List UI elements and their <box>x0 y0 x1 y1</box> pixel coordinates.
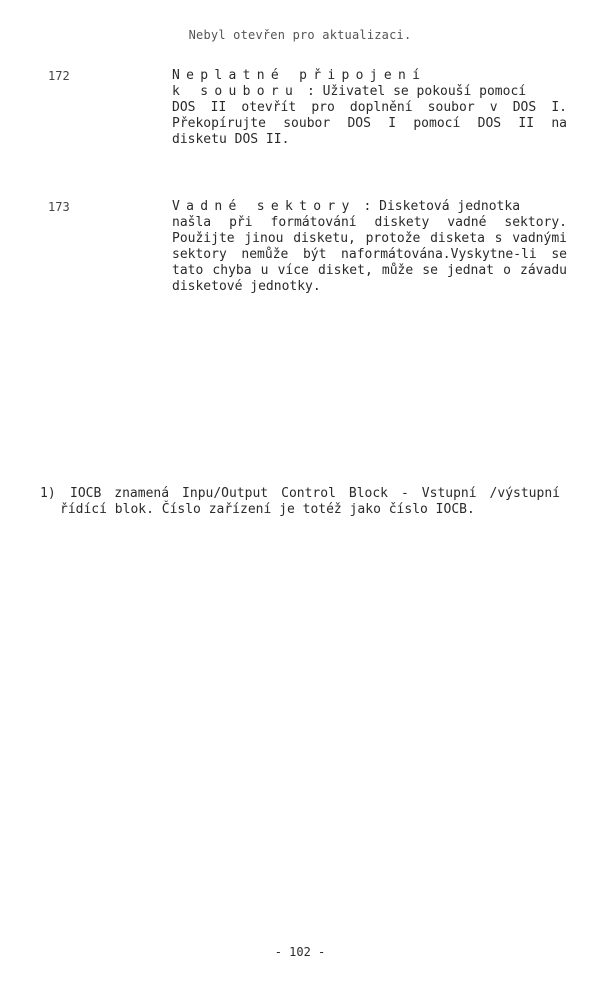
error-title-continued <box>172 84 567 100</box>
description-line: disketové jednotky. <box>172 279 321 294</box>
footnote-line: řídící blok. Číslo zařízení je totéž jako číslo IOCB. <box>60 502 475 517</box>
error-description <box>172 68 567 148</box>
description-line: disketu DOS II. <box>172 132 290 147</box>
running-head: Nebyl otevřen pro aktualizaci. <box>188 28 412 42</box>
error-title: Neplatné připojení <box>172 68 427 83</box>
description-line: DOS II otevřít pro doplnění soubor v DOS I. <box>172 100 567 115</box>
description-line: Použijte jinou disketu, protože disketa s vadnými <box>172 231 567 246</box>
description-line: sektory nemůže být naformátována.Vyskytne-li se <box>172 247 567 262</box>
error-title: Vadné sektory <box>172 199 356 214</box>
footnote-marker: 1) <box>40 486 56 501</box>
error-description <box>172 199 567 295</box>
description-line: Uživatel se pokouší pomocí <box>322 84 527 99</box>
error-title-part: k souboru <box>172 84 300 99</box>
description-line: Překopírujte soubor DOS I pomocí DOS II na <box>172 116 567 131</box>
description-line: našla při formátování diskety vadné sektory. <box>172 215 567 230</box>
error-title-line <box>172 199 567 215</box>
page-number: - 102 - <box>274 945 326 959</box>
title-separator: : <box>355 199 380 214</box>
error-number: 173 <box>48 200 70 214</box>
description-line: tato chyba u více disket, může se jednat o závadu <box>172 263 567 278</box>
footnote-text <box>60 486 560 518</box>
error-number: 172 <box>48 69 70 83</box>
footnote-line: IOCB znamená Inpu/Output Control Block - Vstupní /výstupní <box>70 486 560 501</box>
description-line: Disketová jednotka <box>379 199 521 214</box>
title-separator: : <box>299 84 323 99</box>
